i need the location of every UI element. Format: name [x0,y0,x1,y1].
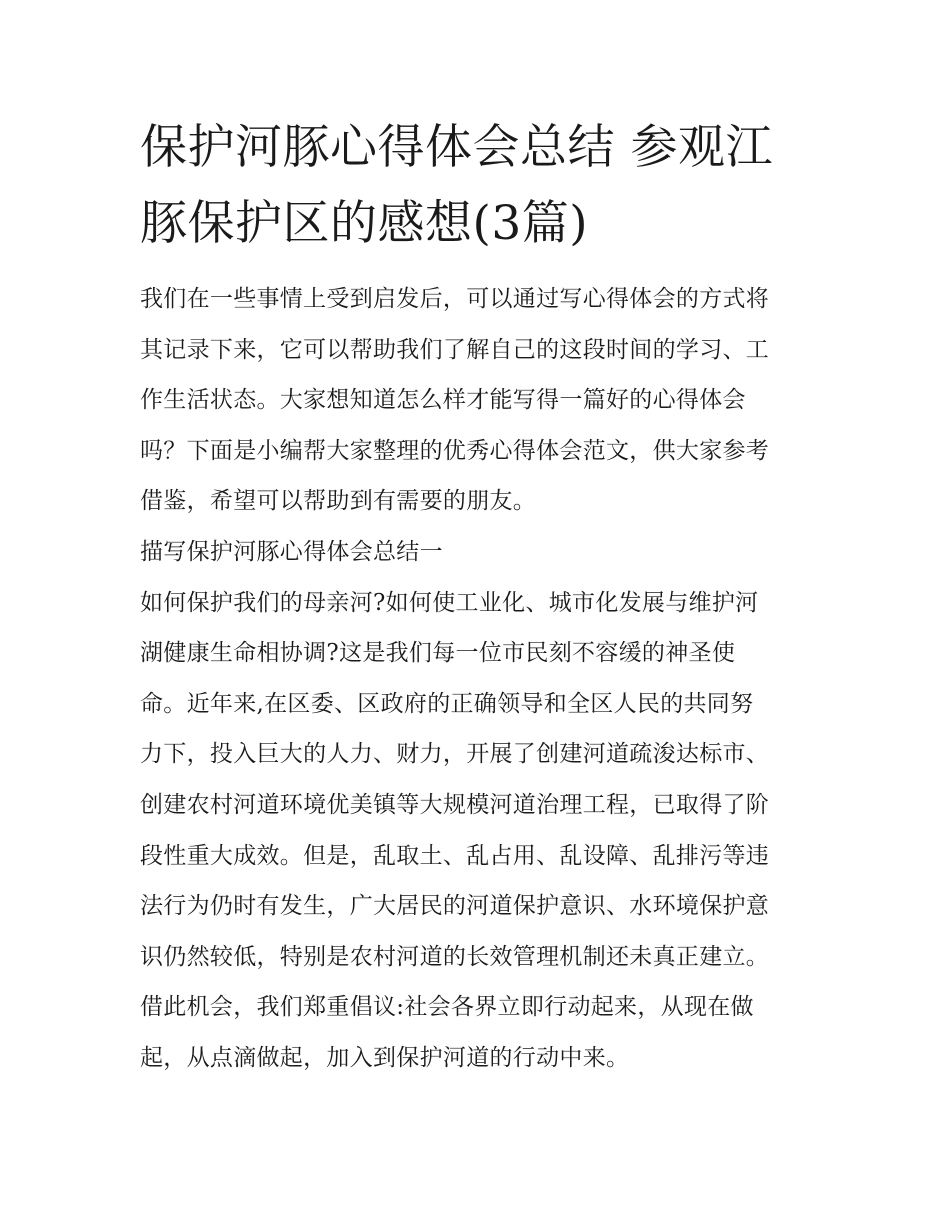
document-title [140,110,820,262]
text-line: 法行为仍时有发生，广大居民的河道保护意识、水环境保护意 [140,893,770,920]
text-line: 识仍然较低，特别是农村河道的长效管理机制还未真正建立。 [140,943,770,970]
text-line: 如何保护我们的母亲河?如何使工业化、城市化发展与维护河 [140,589,759,616]
text-line: 借鉴，希望可以帮助到有需要的朋友。 [140,488,537,515]
body-paragraph [140,578,820,1084]
text-line: 作生活状态。大家想知道怎么样才能写得一篇好的心得体会 [140,387,746,414]
text-line: 其记录下来，它可以帮助我们了解自己的这段时间的学习、工 [140,336,770,363]
intro-paragraph [140,274,820,527]
text-line: 命。近年来,在区委、区政府的正确领导和全区人民的共同努 [140,690,754,717]
text-line: 吗？下面是小编帮大家整理的优秀心得体会范文，供大家参考 [140,437,770,464]
title-line: 保护河豚心得体会总结 参观江 [140,120,773,175]
text-line: 起，从点滴做起，加入到保护河道的行动中来。 [140,1044,630,1071]
text-line: 力下，投入巨大的人力、财力，开展了创建河道疏浚达标市、 [140,741,770,768]
text-line: 创建农村河道环境优美镇等大规模河道治理工程，已取得了阶 [140,791,770,818]
document-page [140,110,820,1084]
section-heading: 描写保护河豚心得体会总结一 [140,538,443,565]
text-line: 我们在一些事情上受到启发后，可以通过写心得体会的方式将 [140,286,770,312]
text-line: 段性重大成效。但是，乱取土、乱占用、乱设障、乱排污等违 [140,842,770,869]
text-line: 借此机会，我们郑重倡议:社会各界立即行动起来，从现在做 [140,994,754,1021]
title-line: 豚保护区的感想(3篇) [140,196,589,251]
text-line: 湖健康生命相协调?这是我们每一位市民刻不容缓的神圣使 [140,640,736,667]
